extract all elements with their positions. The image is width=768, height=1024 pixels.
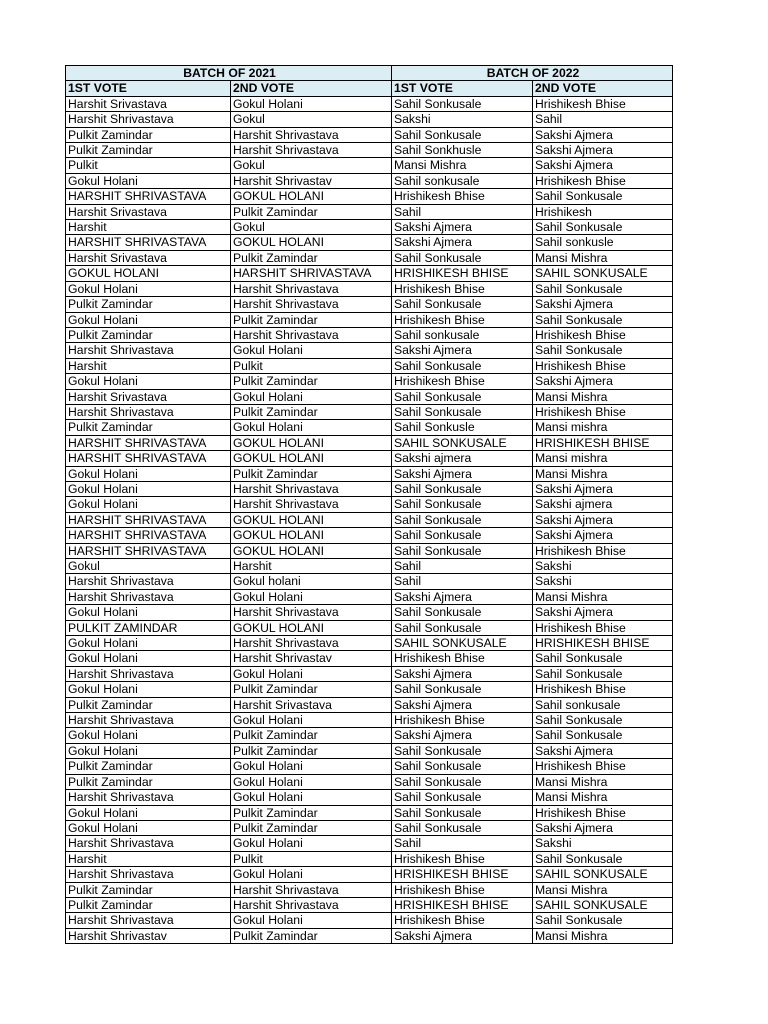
table-row (66, 759, 673, 774)
table-cell: Sakshi ajmera (392, 451, 533, 466)
table-cell: GOKUL HOLANI (231, 620, 392, 635)
table-cell: Pulkit Zamindar (231, 250, 392, 265)
table-cell: HARSHIT SHRIVASTAVA (231, 266, 392, 281)
table-cell: Hrishikesh Bhise (392, 851, 533, 866)
table-row (66, 189, 673, 204)
table-cell: Sahil Sonkusale (392, 404, 533, 419)
table-cell: Pulkit Zamindar (231, 820, 392, 835)
table-cell: Mansi Mishra (533, 389, 673, 404)
table-cell: Gokul Holani (66, 682, 231, 697)
table-cell: Sakshi (533, 574, 673, 589)
table-cell: Sahil (392, 559, 533, 574)
table-row (66, 297, 673, 312)
table-cell: Harshit Srivastava (66, 389, 231, 404)
table-cell: Harshit Shrivastava (231, 327, 392, 342)
table-row (66, 235, 673, 250)
table-cell: Sahil sonkusle (533, 235, 673, 250)
table-cell: Sakshi Ajmera (533, 143, 673, 158)
table-cell: Harshit Srivastava (66, 96, 231, 111)
table-row (66, 112, 673, 127)
table-cell: Sahil (533, 112, 673, 127)
table-cell: Sahil Sonkusale (392, 790, 533, 805)
table-row (66, 466, 673, 481)
table-cell: Gokul Holani (231, 420, 392, 435)
table-cell: SAHIL SONKUSALE (533, 266, 673, 281)
table-cell: Pulkit Zamindar (231, 204, 392, 219)
table-cell: Sahil Sonkusle (392, 420, 533, 435)
table-row (66, 713, 673, 728)
table-cell: Pulkit Zamindar (66, 759, 231, 774)
table-cell: Mansi Mishra (533, 882, 673, 897)
table-cell: Harshit Shrivastava (231, 636, 392, 651)
table-cell: Pulkit Zamindar (66, 882, 231, 897)
table-cell: Hrishikesh Bhise (533, 173, 673, 188)
table-cell: HRISHIKESH BHISE (392, 867, 533, 882)
table-cell: Gokul Holani (66, 173, 231, 188)
table-row (66, 851, 673, 866)
table-cell: Sakshi Ajmera (533, 297, 673, 312)
table-cell: Harshit (66, 220, 231, 235)
table-row (66, 928, 673, 943)
table-cell: Gokul Holani (231, 589, 392, 604)
table-row (66, 173, 673, 188)
table-row (66, 358, 673, 373)
table-cell: Mansi Mishra (533, 466, 673, 481)
table-row (66, 250, 673, 265)
table-cell: Sahil Sonkusale (533, 312, 673, 327)
table-cell: Harshit Shrivastava (66, 343, 231, 358)
table-body (66, 96, 673, 943)
table-cell: Harshit Shrivastav (231, 173, 392, 188)
table-cell: Pulkit Zamindar (66, 774, 231, 789)
table-cell: Gokul Holani (231, 913, 392, 928)
table-row (66, 636, 673, 651)
table-cell: Sahil Sonkusale (392, 512, 533, 527)
table-cell: Gokul Holani (66, 481, 231, 496)
table-cell: Pulkit Zamindar (66, 143, 231, 158)
table-cell: Harshit Srivastava (231, 697, 392, 712)
table-cell: Gokul Holani (66, 605, 231, 620)
column-header: 1ST VOTE (66, 81, 231, 96)
table-row (66, 697, 673, 712)
table-cell: Pulkit Zamindar (231, 743, 392, 758)
table-cell: Pulkit Zamindar (66, 297, 231, 312)
table-cell: Gokul Holani (66, 728, 231, 743)
table-row (66, 451, 673, 466)
table-cell: Pulkit Zamindar (66, 127, 231, 142)
table-cell: Sakshi Ajmera (533, 374, 673, 389)
table-cell: Gokul Holani (231, 666, 392, 681)
table-cell: Gokul (66, 559, 231, 574)
table-cell: Harshit Shrivastava (231, 605, 392, 620)
table-cell: Gokul Holani (231, 790, 392, 805)
table-row (66, 774, 673, 789)
table-cell: HARSHIT SHRIVASTAVA (66, 512, 231, 527)
table-cell: Sahil Sonkusale (533, 713, 673, 728)
table-cell: Sakshi Ajmera (533, 127, 673, 142)
table-cell: GOKUL HOLANI (231, 235, 392, 250)
table-cell: HARSHIT SHRIVASTAVA (66, 435, 231, 450)
table-cell: SAHIL SONKUSALE (392, 435, 533, 450)
table-cell: Harshit Shrivastava (231, 897, 392, 912)
table-row (66, 481, 673, 496)
table-row (66, 127, 673, 142)
table-row (66, 143, 673, 158)
table-cell: Harshit Shrivastav (66, 928, 231, 943)
table-cell: GOKUL HOLANI (231, 189, 392, 204)
table-row (66, 790, 673, 805)
table-row (66, 805, 673, 820)
table-cell: Gokul Holani (66, 805, 231, 820)
table-cell: Harshit Shrivastava (66, 713, 231, 728)
table-cell: Sakshi Ajmera (392, 697, 533, 712)
table-cell: Gokul Holani (231, 867, 392, 882)
table-cell: Mansi Mishra (533, 928, 673, 943)
table-cell: Gokul (231, 158, 392, 173)
table-cell: Pulkit Zamindar (231, 312, 392, 327)
table-cell: Sahil Sonkusale (533, 343, 673, 358)
table-cell: Sahil Sonkusale (392, 250, 533, 265)
table-row (66, 327, 673, 342)
table-cell: Sahil sonkusale (392, 173, 533, 188)
column-header: 2ND VOTE (533, 81, 673, 96)
table-cell: Harshit Shrivastava (66, 790, 231, 805)
table-cell: Sakshi Ajmera (392, 343, 533, 358)
table-cell: Sahil Sonkusale (533, 189, 673, 204)
table-cell: Gokul Holani (231, 389, 392, 404)
table-cell: Hrishikesh Bhise (392, 913, 533, 928)
table-cell: Mansi mishra (533, 420, 673, 435)
table-cell: Harshit Shrivastava (66, 589, 231, 604)
batch-2022-header: BATCH OF 2022 (392, 66, 673, 81)
table-cell: GOKUL HOLANI (231, 543, 392, 558)
table-cell: Pulkit Zamindar (231, 805, 392, 820)
table-cell: Gokul holani (231, 574, 392, 589)
table-cell: Sahil Sonkusale (533, 281, 673, 296)
table-cell: Harshit (231, 559, 392, 574)
table-cell: Hrishikesh Bhise (392, 374, 533, 389)
table-cell: Sahil Sonkusale (533, 851, 673, 866)
table-cell: Sahil Sonkusale (392, 96, 533, 111)
table-cell: Harshit Srivastava (66, 204, 231, 219)
table-cell: Sakshi Ajmera (392, 666, 533, 681)
table-cell: Gokul Holani (66, 281, 231, 296)
table-cell: Sahil Sonkusale (533, 913, 673, 928)
table-cell: Sahil Sonkhusle (392, 143, 533, 158)
table-cell: Harshit Shrivastava (231, 481, 392, 496)
table-cell: Sahil Sonkusale (533, 666, 673, 681)
table-header (66, 66, 673, 97)
table-row (66, 589, 673, 604)
table-cell: Sakshi Ajmera (392, 589, 533, 604)
table-cell: Sahil Sonkusale (392, 481, 533, 496)
table-cell: Hrishikesh Bhise (533, 358, 673, 373)
table-cell: Sahil Sonkusale (392, 605, 533, 620)
table-row (66, 836, 673, 851)
table-cell: Sakshi (392, 112, 533, 127)
table-cell: Pulkit Zamindar (231, 682, 392, 697)
table-cell: Pulkit Zamindar (231, 404, 392, 419)
table-cell: Gokul Holani (231, 343, 392, 358)
table-cell: Sakshi Ajmera (392, 235, 533, 250)
table-cell: Sahil Sonkusale (392, 682, 533, 697)
table-cell: Sakshi Ajmera (392, 220, 533, 235)
table-cell: Mansi Mishra (533, 774, 673, 789)
table-row (66, 882, 673, 897)
table-cell: Sahil Sonkusale (392, 805, 533, 820)
table-cell: Sahil Sonkusale (392, 820, 533, 835)
table-cell: Sahil (392, 836, 533, 851)
table-cell: Sahil Sonkusale (392, 543, 533, 558)
table-cell: Sahil (392, 574, 533, 589)
table-row (66, 497, 673, 512)
table-cell: SAHIL SONKUSALE (392, 636, 533, 651)
table-cell: Pulkit Zamindar (231, 728, 392, 743)
table-cell: Gokul Holani (66, 312, 231, 327)
table-cell: Harshit Shrivastava (66, 836, 231, 851)
table-cell: Sahil Sonkusale (392, 620, 533, 635)
table-cell: Gokul Holani (231, 836, 392, 851)
table-cell: Hrishikesh Bhise (392, 312, 533, 327)
table-cell: Sahil Sonkusale (392, 297, 533, 312)
table-cell: Harshit Srivastava (66, 250, 231, 265)
table-cell: Sahil Sonkusale (392, 358, 533, 373)
table-cell: GOKUL HOLANI (231, 528, 392, 543)
table-row (66, 728, 673, 743)
table-row (66, 266, 673, 281)
table-cell: Pulkit (231, 358, 392, 373)
table-cell: Mansi Mishra (392, 158, 533, 173)
batch-header-row (66, 66, 673, 81)
table-cell: Sahil sonkusale (392, 327, 533, 342)
table-cell: Gokul Holani (231, 713, 392, 728)
table-cell: Pulkit Zamindar (231, 466, 392, 481)
table-cell: Harshit Shrivastava (231, 882, 392, 897)
table-cell: Hrishikesh (533, 204, 673, 219)
table-cell: Harshit Shrivastava (231, 143, 392, 158)
table-cell: Pulkit Zamindar (66, 897, 231, 912)
table-cell: Sahil Sonkusale (392, 389, 533, 404)
table-row (66, 574, 673, 589)
batch-2021-header: BATCH OF 2021 (66, 66, 392, 81)
table-cell: Gokul (231, 220, 392, 235)
table-cell: Mansi mishra (533, 451, 673, 466)
table-cell: Hrishikesh Bhise (533, 96, 673, 111)
table-row (66, 666, 673, 681)
table-cell: Gokul Holani (66, 636, 231, 651)
table-row (66, 682, 673, 697)
table-cell: Gokul (231, 112, 392, 127)
table-cell: Pulkit Zamindar (231, 928, 392, 943)
table-cell: Sahil Sonkusale (392, 127, 533, 142)
table-row (66, 435, 673, 450)
table-cell: Harshit Shrivastava (66, 913, 231, 928)
table-row (66, 867, 673, 882)
table-cell: Harshit (66, 851, 231, 866)
table-cell: GOKUL HOLANI (231, 435, 392, 450)
table-cell: Harshit Shrivastava (231, 281, 392, 296)
table-row (66, 420, 673, 435)
table-cell: Hrishikesh Bhise (392, 713, 533, 728)
table-cell: Sahil (392, 204, 533, 219)
table-cell: Pulkit (231, 851, 392, 866)
table-cell: Sakshi Ajmera (533, 528, 673, 543)
table-cell: Gokul Holani (66, 374, 231, 389)
table-cell: Sakshi Ajmera (533, 820, 673, 835)
table-cell: Mansi Mishra (533, 250, 673, 265)
table-cell: Hrishikesh Bhise (392, 189, 533, 204)
table-cell: Gokul Holani (66, 820, 231, 835)
table-row (66, 897, 673, 912)
table-cell: Sahil sonkusale (533, 697, 673, 712)
table-cell: Hrishikesh Bhise (392, 651, 533, 666)
table-row (66, 512, 673, 527)
table-row (66, 620, 673, 635)
table-cell: Sakshi (533, 559, 673, 574)
table-cell: Hrishikesh Bhise (533, 327, 673, 342)
table-row (66, 913, 673, 928)
table-cell: Sakshi Ajmera (533, 512, 673, 527)
table-cell: Gokul Holani (231, 96, 392, 111)
table-row (66, 559, 673, 574)
table-cell: Sakshi ajmera (533, 497, 673, 512)
table-cell: Gokul Holani (231, 759, 392, 774)
table-cell: SAHIL SONKUSALE (533, 897, 673, 912)
table-row (66, 158, 673, 173)
table-cell: Hrishikesh Bhise (533, 404, 673, 419)
table-cell: Sakshi Ajmera (392, 466, 533, 481)
table-cell: Sakshi (533, 836, 673, 851)
table-row (66, 343, 673, 358)
table-cell: Harshit Shrivastava (66, 404, 231, 419)
table-row (66, 605, 673, 620)
table-cell: GOKUL HOLANI (231, 512, 392, 527)
column-header: 2ND VOTE (231, 81, 392, 96)
table-cell: HRISHIKESH BHISE (533, 636, 673, 651)
table-cell: Sahil Sonkusale (392, 759, 533, 774)
table-cell: HARSHIT SHRIVASTAVA (66, 528, 231, 543)
table-cell: Gokul Holani (66, 466, 231, 481)
table-cell: Pulkit Zamindar (231, 374, 392, 389)
table-cell: Sahil Sonkusale (533, 651, 673, 666)
table-row (66, 281, 673, 296)
table-cell: Mansi Mishra (533, 790, 673, 805)
table-cell: Harshit Shrivastava (66, 666, 231, 681)
table-cell: Harshit Shrivastava (66, 867, 231, 882)
table-cell: Sakshi Ajmera (533, 605, 673, 620)
table-cell: Pulkit Zamindar (66, 327, 231, 342)
table-cell: Harshit Shrivastava (231, 297, 392, 312)
table-cell: Gokul Holani (66, 651, 231, 666)
table-row (66, 96, 673, 111)
table-cell: Sahil Sonkusale (392, 743, 533, 758)
table-cell: Sahil Sonkusale (392, 528, 533, 543)
table-cell: HRISHIKESH BHISE (392, 266, 533, 281)
table-cell: Sahil Sonkusale (392, 497, 533, 512)
table-cell: HARSHIT SHRIVASTAVA (66, 189, 231, 204)
table-cell: HRISHIKESH BHISE (533, 435, 673, 450)
table-row (66, 743, 673, 758)
table-cell: HRISHIKESH BHISE (392, 897, 533, 912)
table-cell: Sakshi Ajmera (392, 728, 533, 743)
table-cell: Hrishikesh Bhise (392, 281, 533, 296)
votes-table (65, 65, 673, 944)
table-cell: Gokul Holani (231, 774, 392, 789)
table-row (66, 374, 673, 389)
table-cell: Harshit Shrivastava (66, 574, 231, 589)
table-cell: Hrishikesh Bhise (533, 620, 673, 635)
table-row (66, 389, 673, 404)
table-cell: Sakshi Ajmera (392, 928, 533, 943)
table-cell: HARSHIT SHRIVASTAVA (66, 451, 231, 466)
table-cell: Harshit Shrivastava (231, 497, 392, 512)
table-cell: Harshit (66, 358, 231, 373)
table-cell: GOKUL HOLANI (66, 266, 231, 281)
table-row (66, 651, 673, 666)
column-header: 1ST VOTE (392, 81, 533, 96)
table-cell: Mansi Mishra (533, 589, 673, 604)
table-cell: Sahil Sonkusale (533, 220, 673, 235)
table-cell: GOKUL HOLANI (231, 451, 392, 466)
table-row (66, 404, 673, 419)
table-cell: Hrishikesh Bhise (533, 682, 673, 697)
table-cell: Sakshi Ajmera (533, 743, 673, 758)
table-cell: Pulkit Zamindar (66, 697, 231, 712)
table-cell: Sahil Sonkusale (533, 728, 673, 743)
table-cell: HARSHIT SHRIVASTAVA (66, 235, 231, 250)
table-cell: Gokul Holani (66, 497, 231, 512)
table-cell: Harshit Shrivastava (66, 112, 231, 127)
table-cell: SAHIL SONKUSALE (533, 867, 673, 882)
table-cell: Pulkit Zamindar (66, 420, 231, 435)
table-row (66, 528, 673, 543)
table-cell: Hrishikesh Bhise (533, 759, 673, 774)
table-cell: Harshit Shrivastav (231, 651, 392, 666)
table-row (66, 220, 673, 235)
table-cell: PULKIT ZAMINDAR (66, 620, 231, 635)
table-cell: Hrishikesh Bhise (533, 805, 673, 820)
table-cell: Harshit Shrivastava (231, 127, 392, 142)
table-cell: Sakshi Ajmera (533, 158, 673, 173)
table-cell: Hrishikesh Bhise (392, 882, 533, 897)
table-row (66, 820, 673, 835)
table-cell: Sakshi Ajmera (533, 481, 673, 496)
table-cell: Sahil Sonkusale (392, 774, 533, 789)
table-cell: Hrishikesh Bhise (533, 543, 673, 558)
vote-header-row (66, 81, 673, 96)
table-cell: Pulkit (66, 158, 231, 173)
table-row (66, 543, 673, 558)
table-cell: Gokul Holani (66, 743, 231, 758)
table-row (66, 204, 673, 219)
table-row (66, 312, 673, 327)
table-cell: HARSHIT SHRIVASTAVA (66, 543, 231, 558)
